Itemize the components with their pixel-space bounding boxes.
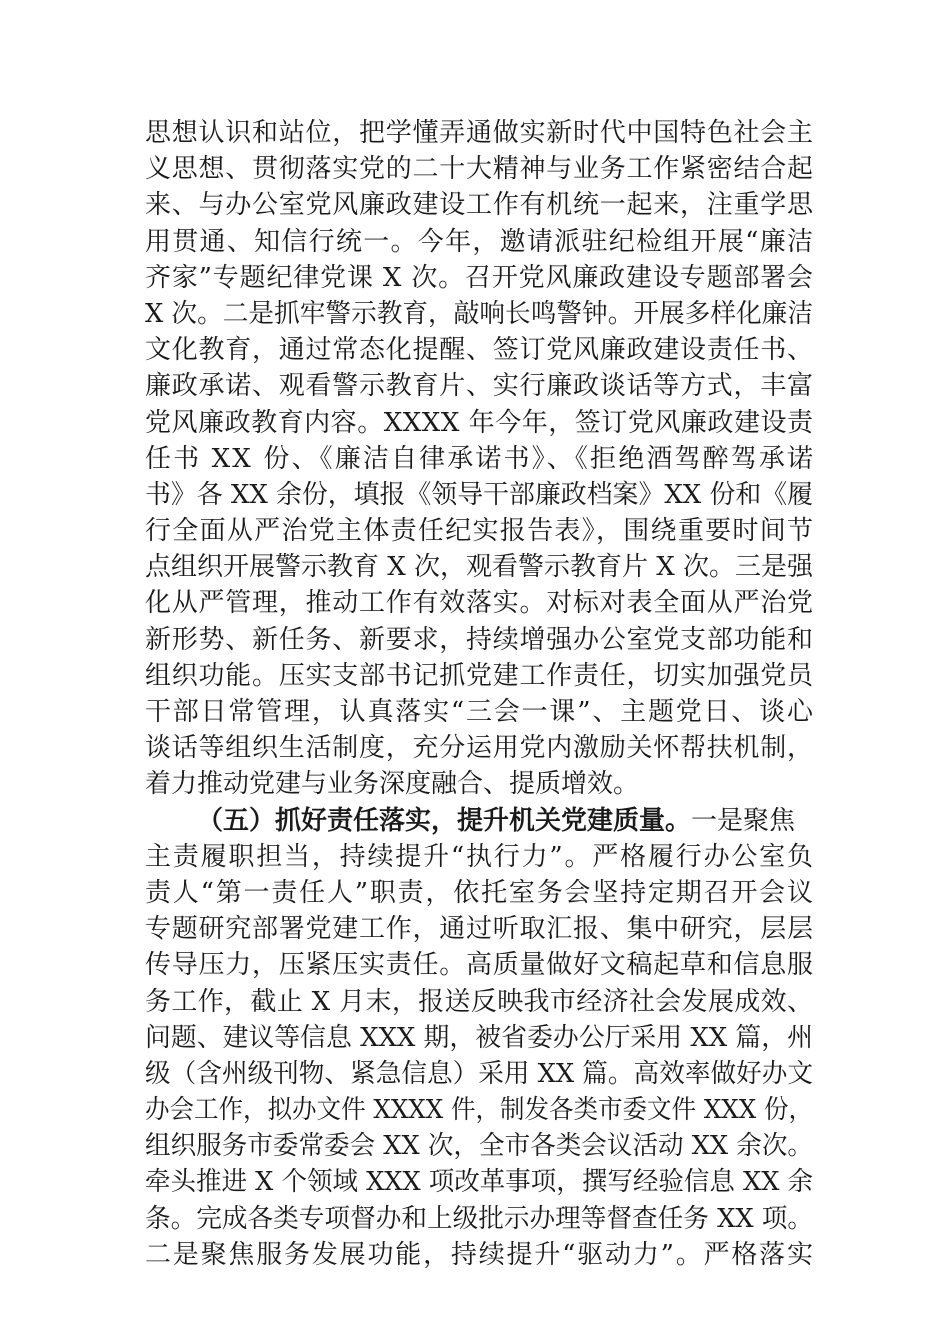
paragraph-line <box>145 513 813 549</box>
paragraph-line <box>145 1020 813 1056</box>
line-text: 齐家”专题纪律党课 X 次。召开党风廉政建设专题部署会 <box>145 262 814 293</box>
document-body <box>145 115 816 1273</box>
paragraph-line <box>145 1128 813 1164</box>
paragraph-line <box>145 1164 813 1200</box>
paragraph-line <box>145 730 813 766</box>
paragraph-line <box>145 947 813 983</box>
line-text: 文化教育，通过常态化提醒、签订党风廉政建设责任书、 <box>145 335 814 366</box>
line-text: 条。完成各类专项督办和上级批示办理等督查任务 XX 项。 <box>145 1203 813 1234</box>
paragraph-line <box>145 405 813 441</box>
paragraph-line <box>145 260 813 296</box>
paragraph-line <box>145 1092 813 1128</box>
paragraph-line <box>145 151 813 187</box>
line-text: 谈话等组织生活制度，充分运用党内激励关怀帮扶机制， <box>145 733 814 764</box>
line-text: 责人“第一责任人”职责，依托室务会坚持定期召开会议 <box>145 877 815 908</box>
line-text: 义思想、贯彻落实党的二十大精神与业务工作紧密结合起 <box>145 154 814 185</box>
line-text: X 次。二是抓牢警示教育，敲响长鸣警钟。开展多样化廉洁 <box>145 298 813 329</box>
paragraph-line <box>145 585 813 621</box>
paragraph-line <box>145 984 813 1020</box>
line-text: 二是聚焦服务发展功能，持续提升“驱动力”。严格落实 <box>145 1239 815 1270</box>
line-text: 主责履职担当，持续提升“执行力”。严格履行办公室负 <box>145 841 815 872</box>
line-text: 务工作，截止 X 月末，报送反映我市经济社会发展成效、 <box>145 986 814 1017</box>
line-text: 廉政承诺、观看警示教育片、实行廉政谈话等方式，丰富 <box>145 371 814 402</box>
line-text: 思想认识和站位，把学懂弄通做实新时代中国特色社会主 <box>145 118 814 148</box>
paragraph-line <box>145 1056 813 1092</box>
line-text: 来、与办公室党风廉政建设工作有机统一起来，注重学思 <box>145 190 814 221</box>
paragraph-line <box>145 332 813 368</box>
paragraph-line <box>145 839 813 875</box>
line-text: 专题研究部署党建工作，通过听取汇报、集中研究，层层 <box>145 914 814 945</box>
paragraph-line <box>145 766 813 802</box>
paragraph-line <box>145 658 813 694</box>
section-heading-line <box>145 803 813 839</box>
line-text: 行全面从严治党主体责任纪实报告表》，围绕重要时间节 <box>145 516 815 547</box>
paragraph-line <box>145 441 816 477</box>
line-text: 用贯通、知信行统一。今年，邀请派驻纪检组开展“廉洁 <box>145 226 815 257</box>
paragraph-line <box>145 549 813 585</box>
paragraph-line <box>145 875 813 911</box>
line-text: 一是聚焦 <box>691 805 796 836</box>
line-text: 问题、建议等信息 XXX 期，被省委办公厅采用 XX 篇，州 <box>145 1022 813 1053</box>
line-text: 党风廉政教育内容。XXXX 年今年，签订党风廉政建设责 <box>145 407 814 438</box>
line-text: 办会工作，拟办文件 XXXX 件，制发各类市委文件 XXX 份， <box>145 1095 813 1126</box>
paragraph-line <box>145 477 813 513</box>
line-text: 级（含州级刊物、紧急信息）采用 XX 篇。高效率做好办文 <box>145 1058 813 1089</box>
paragraph-line <box>145 1201 813 1237</box>
line-text: 着力推动党建与业务深度融合、提质增效。 <box>145 769 640 800</box>
paragraph-line <box>145 622 813 658</box>
line-text: 任书 XX 份、《廉洁自律承诺书》、《拒绝酒驾醉驾承诺 <box>145 443 816 474</box>
paragraph-line <box>145 368 813 404</box>
line-text: 点组织开展警示教育 X 次，观看警示教育片 X 次。三是强 <box>145 552 813 583</box>
section-heading: （五）抓好责任落实，提升机关党建质量。 <box>197 805 692 836</box>
paragraph-line <box>145 187 813 223</box>
line-text: 牵头推进 X 个领域 XXX 项改革事项，撰写经验信息 XX 余 <box>145 1167 813 1198</box>
paragraph-line <box>145 694 813 730</box>
paragraph-line <box>145 224 813 260</box>
line-text: 干部日常管理，认真落实“三会一课”、主题党日、谈心 <box>145 697 815 727</box>
paragraph-line <box>145 296 813 332</box>
paragraph-line <box>145 115 813 151</box>
line-text: 化从严管理，推动工作有效落实。对标对表全面从严治党 <box>145 588 814 619</box>
line-text: 传导压力，压紧压实责任。高质量做好文稿起草和信息服 <box>145 950 814 981</box>
paragraph-line <box>145 1237 813 1273</box>
line-text: 新形势、新任务、新要求，持续增强办公室党支部功能和 <box>145 624 814 655</box>
paragraph-line <box>145 911 813 947</box>
line-text: 组织服务市委常委会 XX 次，全市各类会议活动 XX 余次。 <box>145 1131 813 1162</box>
line-text: 组织功能。压实支部书记抓党建工作责任，切实加强党员 <box>145 660 814 691</box>
line-text: 书》各 XX 余份，填报《领导干部廉政档案》XX 份和《履 <box>145 479 813 510</box>
